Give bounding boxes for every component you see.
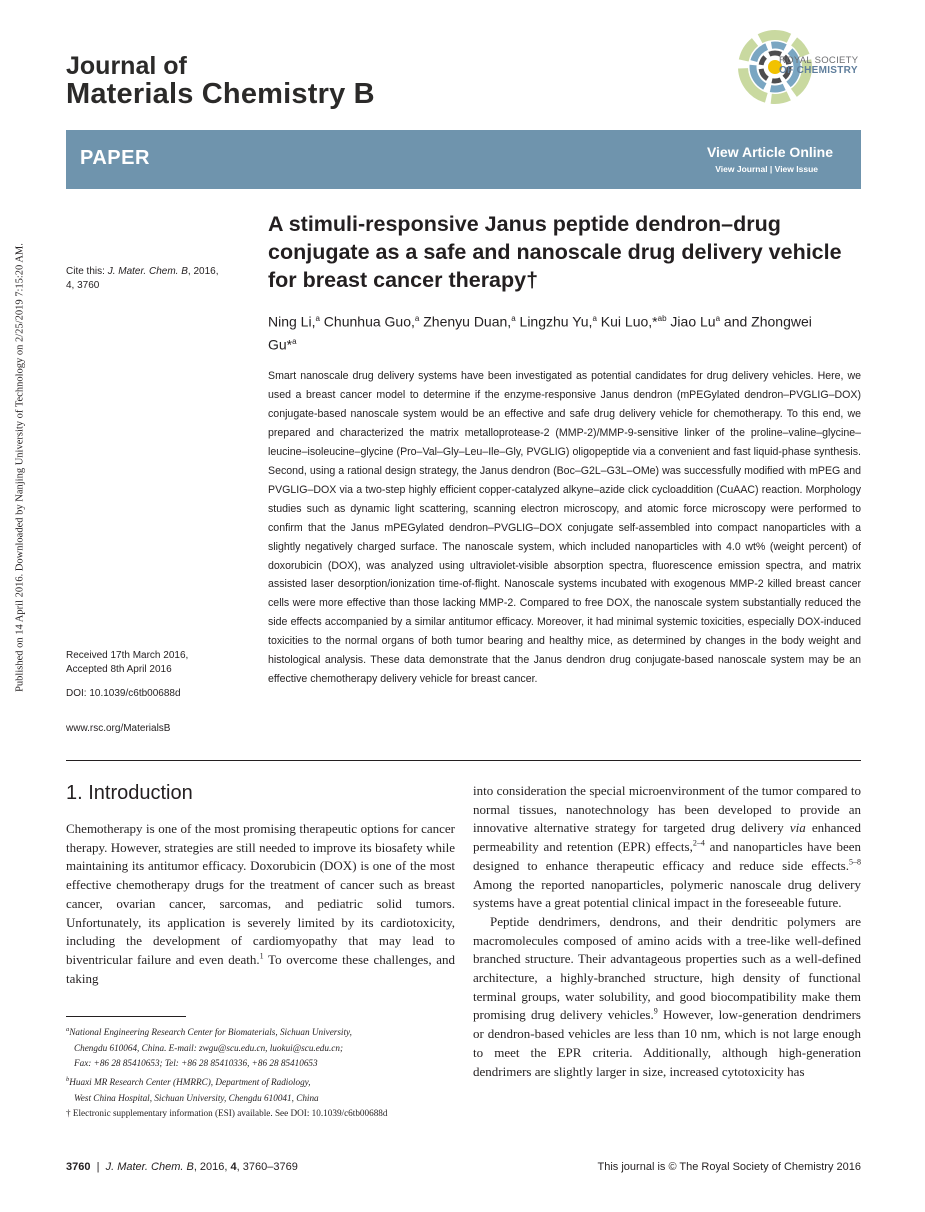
banner-link-divider: |: [767, 164, 775, 174]
footnote-affiliation-b: [66, 1072, 461, 1091]
section-divider: [66, 760, 861, 761]
footnote-mark: a: [66, 1026, 70, 1033]
download-notice: Published on 14 April 2016. Downloaded by Nanjing University of Technology on 2/25/2019 7:15:20 AM.: [14, 243, 26, 692]
footnote-line: Chengdu 610064, China. E-mail: zwgu@scu.edu.cn, luokui@scu.edu.cn;: [74, 1042, 344, 1053]
journal-website-link[interactable]: www.rsc.org/MaterialsB: [66, 723, 171, 734]
received-dates: [66, 649, 256, 677]
author-affiliation: a: [715, 314, 721, 323]
text-run: enhanced permeability and retention (EPR) effects,: [473, 820, 861, 855]
cite-prefix: Cite this:: [66, 266, 108, 277]
author-affiliation: a: [315, 314, 320, 323]
reference-marker[interactable]: 2–4: [692, 838, 705, 848]
copyright-notice: This journal is © The Royal Society of Chemistry 2016: [597, 1161, 861, 1173]
author-affiliation: a: [511, 314, 516, 323]
text-run: Among the reported nanoparticles, polymeric nanoscale drug delivery systems have a great potential clinical impact in the foreseeable future.: [473, 876, 861, 911]
introduction-right-column: [473, 782, 861, 1081]
footnote-mark: b: [66, 1075, 70, 1083]
footer-sep: |: [90, 1161, 106, 1173]
journal-name-line2: Materials Chemistry B: [66, 78, 375, 110]
view-article-online-link[interactable]: View Article Online: [706, 144, 833, 160]
cite-volume-page: 4, 3760: [66, 280, 100, 291]
accepted-date: Accepted 8th April 2016: [66, 664, 172, 675]
author: and Zhongwei Gu*: [268, 313, 812, 353]
text-run: into consideration the special microenvironment of the tumor compared to normal tissues, nanotechnology has been developed to provide an innovative alternative strategy for targeted drug delivery: [473, 783, 861, 836]
reference-marker[interactable]: 9: [653, 1007, 658, 1017]
article-type-banner: [66, 130, 861, 189]
paragraph: [473, 782, 861, 913]
footnotes: [66, 1022, 461, 1122]
author-affiliation: a: [414, 314, 420, 323]
footnote-line: Fax: +86 28 85410653; Tel: +86 28 85410336, +86 28 85410653: [74, 1058, 318, 1069]
introduction-heading: 1. Introduction: [66, 782, 193, 804]
esi-footnote: † Electronic supplementary information (ESI) available. See DOI: 10.1039/c6tb00688d: [66, 1108, 388, 1119]
text-run: via: [789, 820, 806, 836]
author: Jiao Lu: [666, 313, 716, 330]
rsc-logo-line1: ROYAL SOCIETY: [779, 55, 859, 66]
article-type-label: PAPER: [80, 147, 150, 169]
author: Zhenyu Duan,: [419, 313, 512, 330]
cite-journal: J. Mater. Chem. B: [107, 266, 188, 277]
text-run: However, low-generation dendrimers or dendron-based vehicles are less than 10 nm, which is not large enough to meet the EPR criteria. Additionally, although high-generation dendrimers are slightly larger in size, increased cytotoxicity has: [473, 1007, 861, 1079]
page-number: 3760: [66, 1161, 91, 1173]
text-run: Peptide dendrimers, dendrons, and their dendritic polymers are macromolecules composed of amino acids with a tree-like well-defined branched structure. Their advantageous properties such as a well-defined architecture, a highly-branched structure, high density of functional terminal groups, water solubility, and good biocompatibility make them promising drug delivery vehicles.: [473, 913, 861, 1023]
reference-marker[interactable]: 5–8: [849, 857, 861, 867]
author-list: [268, 309, 828, 354]
journal-name: [66, 52, 375, 108]
footer-year: , 2016,: [193, 1161, 231, 1173]
page-footer-citation: [66, 1161, 298, 1173]
author-affiliation: ab: [657, 314, 667, 323]
author: Chunhua Guo,: [319, 313, 415, 330]
view-issue-link[interactable]: View Issue: [774, 164, 818, 174]
author-affiliation: a: [292, 336, 297, 346]
author: Kui Luo,*: [596, 313, 658, 330]
footnote-divider: [66, 1016, 186, 1017]
footer-pages: , 3760–3769: [236, 1161, 298, 1173]
footnote-line: National Engineering Research Center for Biomaterials, Sichuan University,: [69, 1027, 352, 1038]
footer-journal: J. Mater. Chem. B: [105, 1161, 194, 1173]
banner-links: [715, 164, 818, 174]
author: Ning Li,: [268, 313, 316, 330]
article-title: A stimuli-responsive Janus peptide dendron–drug conjugate as a safe and nanoscale drug delivery vehicle for breast cancer therapy†: [268, 212, 842, 292]
rsc-logo-line2: OF CHEMISTRY: [779, 65, 858, 76]
rsc-logo-text: [779, 56, 858, 76]
intro-left-text: Chemotherapy is one of the most promising therapeutic options for cancer therapy. However, strategies are still needed to improve its biosafety while maintaining its antitumor efficacy. Doxorubicin (DOX) is one of the most effective chemotherapy drugs for the treatment of cancer such as breast cancer, ovarian cancer, sarcomas, and pediatric solid tumors. Unfortunately, its application is severely limited by its cardiotoxicity, including the development of cardiomyopathy that may lead to biventricular failure and even death.: [66, 821, 455, 967]
doi: DOI: 10.1039/c6tb00688d: [66, 688, 181, 699]
footer-volume: 4: [230, 1161, 237, 1173]
citation-info: [66, 265, 246, 293]
footnote-affiliation-a: [66, 1022, 461, 1041]
author-affiliation: a: [592, 314, 597, 323]
view-journal-link[interactable]: View Journal: [715, 164, 768, 174]
text-run: and nanoparticles have been designed to enhance therapeutic efficacy and reduce side effects.: [473, 839, 862, 873]
abstract: Smart nanoscale drug delivery systems have been investigated as potential candidates for drug delivery vehicles. Here, we used a breast cancer model to determine if the enzyme-responsive Janus dendron (mPEGylated dendron–PVGLIG–DOX) conjugate-based nanoscale system would be an effective and safe drug delivery vehicle for chemotherapy. To this end, we prepared and characterized the matrix metalloprotease-2 (MMP-2)/MMP-9-sensitive linker of the proline–valine–glycine–leucine–isoleucine–glycine (Pro–Val–Gly–Leu–Ile–Gly, PVGLIG) oligopeptide via a convenient and fast liquid-phase synthesis. Second, using a rational design strategy, the Janus dendron (Boc–G2L–G3L–OMe) was successfully modified with mPEG and PVGLIG–DOX via a two-step highly efficient copper-catalyzed alkyne–azide click cycloaddition (CuAAC) reaction. Morphology studies such as dynamic light scattering, scanning electron microscopy, and atomic force microscopy were performed to confirm that the Janus mPEGylated dendron–PVGLIG–DOX conjugate self-assembled into compact nanoparticles with a slightly negatively charged surface. The nanoscale system, which included nanoparticles with 4.0 wt% (weight percent) of doxorubicin (DOX), was analyzed using ultraviolet-visible absorption spectra, fluorescence emission spectra, and matrix assisted laser desorption/ionization time-of-flight. Nanoscale systems incubated with exogenous MMP-2 killed breast cancer cells were more effective than those lacking MMP-2. Compared to free DOX, the nanoscale system substantially reduced the side effects accompanied by a similar antitumor efficacy. Moreover, it had minimal systemic toxicities, especially DOX-induced toxicities to the normal organs of both tumor bearing and healthy mice, as determined by changes in the body weight and histological analysis. These data demonstrate that the Janus dendron drug conjugate-based nanoscale system may be an effective chemotherapy delivery vehicle for breast cancer.: [268, 370, 861, 686]
journal-name-line1: Journal of: [66, 52, 187, 80]
author: Lingzhu Yu,: [515, 313, 593, 330]
footnote-line: Huaxi MR Research Center (HMRRC), Department of Radiology,: [69, 1076, 311, 1087]
paragraph: [66, 820, 455, 988]
intro-left-tail: To overcome these challenges, and taking: [66, 951, 455, 986]
cite-details: , 2016,: [187, 266, 219, 277]
footnote-line: West China Hospital, Sichuan University, Chengdu 610041, China: [74, 1092, 319, 1103]
received-date: Received 17th March 2016,: [66, 650, 189, 661]
reference-marker[interactable]: 1: [259, 951, 264, 961]
paragraph: [473, 913, 861, 1081]
introduction-left-column: [66, 820, 455, 988]
